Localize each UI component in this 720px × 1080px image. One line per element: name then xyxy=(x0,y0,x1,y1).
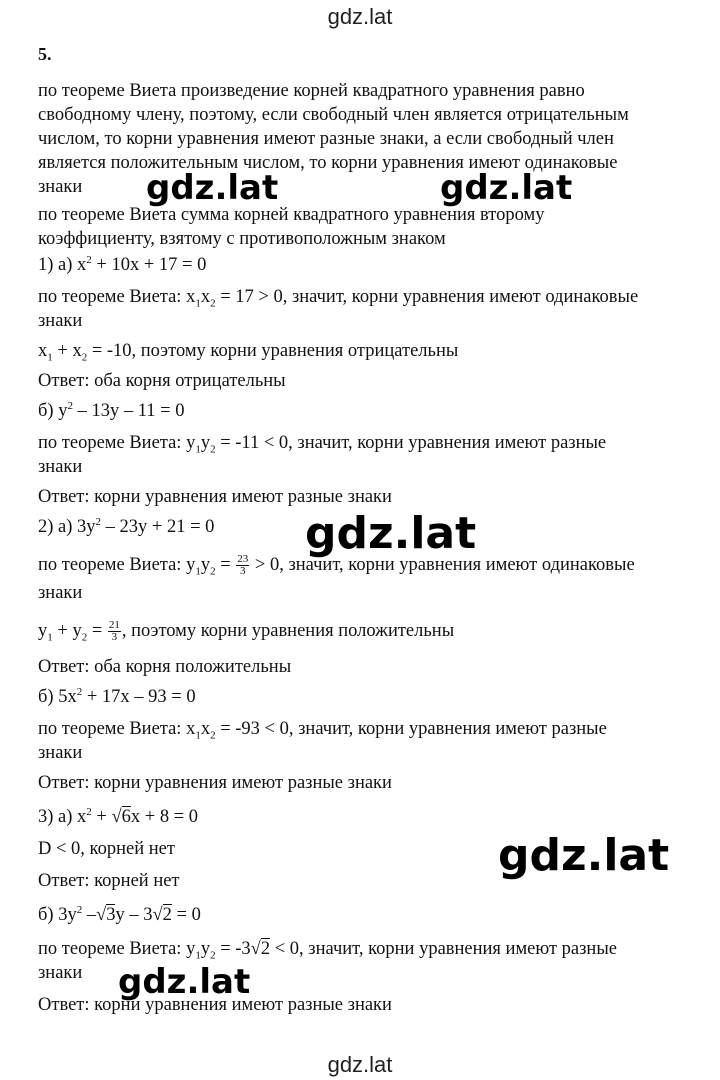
intro-line: коэффициенту, взятому с противоположным знаком xyxy=(38,229,446,249)
watermark: gdz.lat xyxy=(305,508,477,559)
site-footer: gdz.lat xyxy=(327,1052,393,1077)
sum-1a: $x_1 + x_2 = -10$, поэтому корни уравнения отрицательны xyxy=(38,341,459,364)
watermark: gdz.lat xyxy=(440,168,573,208)
equation-3b: б) $3y^2$ –√3y – 3√2 = 0 xyxy=(38,903,201,925)
equation-1a: 1) а) $x^2 + 10x + 17 = 0$ xyxy=(38,253,207,275)
answer-3b: Ответ: корни уравнения имеют разные знаки xyxy=(38,995,392,1015)
fraction: $\frac{23}{3}$ xyxy=(237,553,249,578)
intro-line: по теореме Виета сумма корней квадратного уравнения второму xyxy=(38,205,545,225)
text-line: знаки xyxy=(38,311,83,331)
answer-2b: Ответ: корни уравнения имеют разные знаки xyxy=(38,773,392,793)
equation-3a: 3) а) $x^2 + √6x + 8 = 0$ xyxy=(38,805,199,827)
intro-line: знаки xyxy=(38,177,83,197)
answer-1b: Ответ: корни уравнения имеют разные знаки xyxy=(38,487,392,507)
watermark: gdz.lat xyxy=(146,168,279,208)
intro-line: числом, то корни уравнения имеют разные знаки, а если свободный член xyxy=(38,129,614,149)
intro-line: является положительным числом, то корни уравнения имеют одинаковые xyxy=(38,153,618,173)
vieta-2b: по теореме Виета: $x_1x_2 = -93 < 0$, значит, корни уравнения имеют разные xyxy=(38,719,607,742)
text-line: знаки xyxy=(38,457,83,477)
text-line: знаки xyxy=(38,963,83,983)
vieta-3b: по теореме Виета: $y_1y_2 = -3√2 < 0$, значит, корни уравнения имеют разные xyxy=(38,939,617,962)
intro-line: свободному члену, поэтому, если свободный член является отрицательным xyxy=(38,105,629,125)
sum-2a: $y_1 + y_2$ = $\frac{21}{3}$ , поэтому корни уравнения положительны xyxy=(38,619,455,644)
equation-2b: б) $5x^2 + 17x - 93 = 0$ xyxy=(38,685,196,707)
vieta-1a: по теореме Виета: $x_1x_2 = 17 > 0$, значит, корни уравнения имеют одинаковые xyxy=(38,287,639,310)
answer-1a: Ответ: оба корня отрицательны xyxy=(38,371,286,391)
text-line: знаки xyxy=(38,743,83,763)
fraction: $\frac{21}{3}$ xyxy=(108,619,120,644)
intro-line: по теореме Виета произведение корней квадратного уравнения равно xyxy=(38,81,585,101)
answer-3a: Ответ: корней нет xyxy=(38,871,180,891)
task-number: 5. xyxy=(38,44,52,64)
text-line: знаки xyxy=(38,583,83,603)
equation-1b: б) $y^2 - 13y - 11 = 0$ xyxy=(38,399,185,421)
vieta-1b: по теореме Виета: $y_1y_2 = -11 < 0$, значит, корни уравнения имеют разные xyxy=(38,433,607,456)
site-header: gdz.lat xyxy=(327,4,393,29)
watermark: gdz.lat xyxy=(118,962,251,1002)
vieta-2a: по теореме Виета: $y_1y_2$ = $\frac{23}{3}$ > 0, значит, корни уравнения имеют одинаковые xyxy=(38,553,635,578)
equation-2a: 2) а) $3y^2 - 23y + 21 = 0$ xyxy=(38,515,215,537)
watermark: gdz.lat xyxy=(498,830,670,881)
discriminant-3a: D < 0, корней нет xyxy=(38,839,175,859)
answer-2a: Ответ: оба корня положительны xyxy=(38,657,292,677)
